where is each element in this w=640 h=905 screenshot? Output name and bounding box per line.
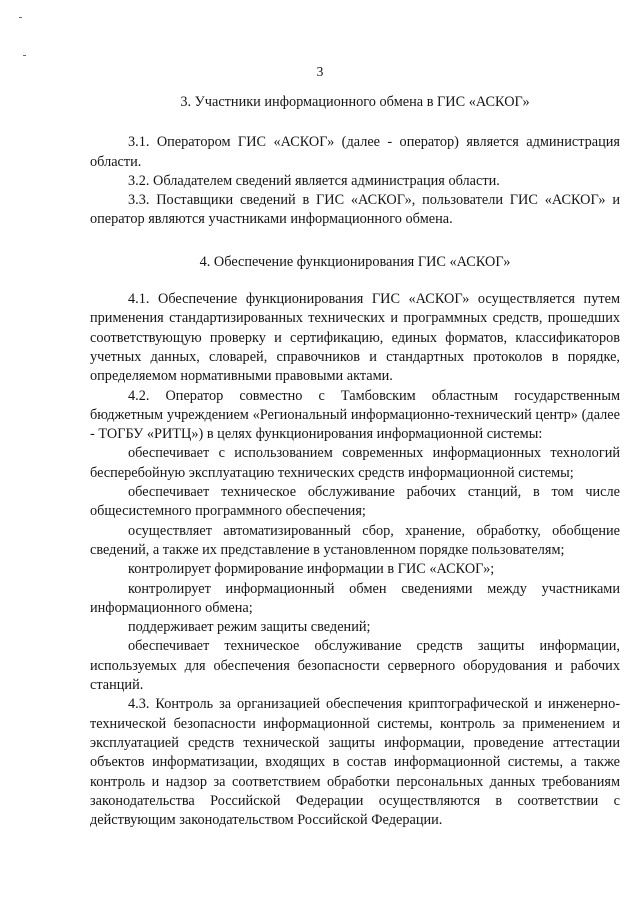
paragraph-4-1: 4.1. Обеспечение функционирования ГИС «АСКОГ» осуществляется путем применения стандартизированных технических и программных средств, прошедших соответствующую проверку и сертификацию, единых форматов, классификаторов учетных данных, словарей, справочников и стандартных протоколов в порядке, определяемом нормативными правовыми актами. [90,291,620,385]
paragraph-4-3: 4.3. Контроль за организацией обеспечения криптографической и инженерно-технической безопасности информационной системы, контроль за применением и эксплуатацией средств технической защиты информации, проведение аттестации объектов информатизации, входящих в состав информационной системы, а также контроль и надзор за соответствием обработки персональных данных требованиям законодательства Российской Федерации осуществляются в соответствии с действующим законодательством Российской Федерации. [90,696,620,829]
section-3-heading: 3. Участники информационного обмена в ГИС «АСКОГ» [180,94,530,110]
section-4-heading: 4. Обеспечение функционирования ГИС «АСКОГ» [199,253,511,270]
list-item: контролирует информационный обмен сведениями между участниками информационного обмена; [90,580,620,616]
list-item: обеспечивает техническое обслуживание рабочих станций, в том числе общесистемного программного обеспечения; [90,484,620,520]
paragraph-3-3: 3.3. Поставщики сведений в ГИС «АСКОГ», пользователи ГИС «АСКОГ» и оператор являются участниками информационного обмена. [90,192,620,228]
list-item: обеспечивает с использованием современных информационных технологий бесперебойную эксплуатацию технических средств информационной системы; [90,445,620,481]
paragraph-3-2: 3.2. Обладателем сведений является администрация области. [128,172,500,189]
paragraph-4-2: 4.2. Оператор совместно с Тамбовским областным государственным бюджетным учреждением «Региональный информационно-технический центр» (далее - ТОГБУ «РИТЦ») в целях функционирования информационной системы: [90,387,620,443]
list-item: контролирует формирование информации в ГИС «АСКОГ»; [128,561,495,578]
scan-mark [23,55,26,56]
list-item: осуществляет автоматизированный сбор, хранение, обработку, обобщение сведений, а также их представление в установленном порядке пользователям; [90,522,620,558]
list-item: поддерживает режим защиты сведений; [128,619,371,636]
paragraph-3-1: 3.1. Оператором ГИС «АСКОГ» (далее - оператор) является администрация области. [90,134,620,170]
document-body [90,93,620,830]
page-number: 3 [316,64,324,79]
list-item: обеспечивает техническое обслуживание средств защиты информации, используемых для обеспечения безопасности серверного оборудования и рабочих станций. [90,638,620,694]
scan-mark [19,17,22,18]
